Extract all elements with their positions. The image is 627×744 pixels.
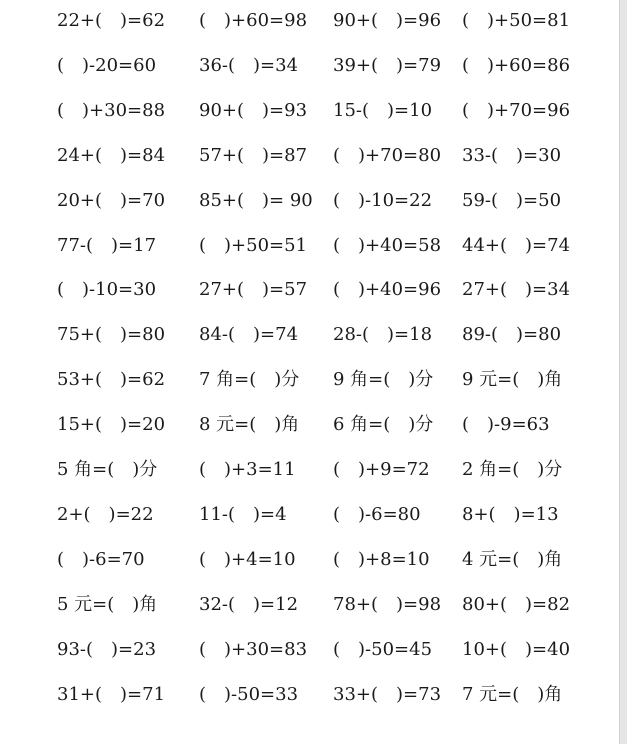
problem-row — [0, 231, 620, 261]
math-problem: 10+( )=40 — [462, 638, 571, 660]
math-problem: 22+( )=62 — [57, 10, 166, 31]
math-problem: 53+( )=62 — [57, 369, 166, 391]
problem-row — [0, 455, 620, 485]
problem-row — [0, 141, 620, 171]
math-problem: 20+( )=70 — [57, 189, 166, 211]
problem-row — [0, 96, 620, 126]
math-problem: 9 角=( )分 — [333, 369, 434, 391]
math-problem: ( )+9=72 — [333, 459, 430, 480]
math-problem: 75+( )=80 — [57, 324, 166, 346]
math-problem: 8 元=( )角 — [199, 414, 300, 436]
math-problem: 4 元=( )角 — [462, 548, 563, 570]
math-problem: 9 元=( )角 — [462, 369, 563, 391]
math-problem: 5 角=( )分 — [57, 459, 158, 480]
math-problem: 11-( )=4 — [199, 503, 287, 525]
problem-row — [0, 51, 620, 81]
math-problem: 7 元=( )角 — [462, 683, 563, 705]
problem-row — [0, 635, 620, 665]
math-problem: 7 角=( )分 — [199, 369, 300, 391]
math-problem: ( )-50=33 — [199, 683, 299, 705]
math-problem: ( )+60=86 — [462, 54, 571, 76]
problem-row — [0, 410, 620, 440]
math-problem: 32-( )=12 — [199, 593, 299, 615]
math-problem: ( )-10=22 — [333, 189, 433, 211]
math-problem: 27+( )=34 — [462, 279, 571, 301]
problem-row — [0, 275, 620, 305]
math-problem: ( )+8=10 — [333, 548, 430, 570]
math-problem: ( )-9=63 — [462, 414, 550, 436]
math-problem: ( )+70=96 — [462, 99, 571, 121]
math-problem: 24+( )=84 — [57, 144, 166, 166]
math-problem: 39+( )=79 — [333, 54, 442, 76]
math-problem: 78+( )=98 — [333, 593, 442, 615]
math-problem: 2 角=( )分 — [462, 459, 563, 480]
math-problem: ( )-50=45 — [333, 638, 433, 660]
math-problem: ( )+60=98 — [199, 10, 308, 31]
math-problem: ( )-20=60 — [57, 54, 157, 76]
math-problem: 44+( )=74 — [462, 234, 571, 256]
problem-row — [0, 365, 620, 395]
math-problem: ( )+4=10 — [199, 548, 296, 570]
math-problem: 5 元=( )角 — [57, 593, 158, 615]
problem-row — [0, 590, 620, 620]
problem-row — [0, 500, 620, 530]
math-problem: 93-( )=23 — [57, 638, 157, 660]
math-problem: 57+( )=87 — [199, 144, 308, 166]
math-problem: ( )+3=11 — [199, 459, 296, 480]
math-problem: ( )+30=88 — [57, 99, 166, 121]
problem-row — [0, 320, 620, 350]
math-problem: 8+( )=13 — [462, 503, 559, 525]
math-problem: ( )-6=70 — [57, 548, 145, 570]
problem-row — [0, 680, 620, 710]
problem-row — [0, 6, 620, 36]
math-problem: ( )-6=80 — [333, 503, 421, 525]
math-problem: 2+( )=22 — [57, 503, 154, 525]
math-problem: 15-( )=10 — [333, 99, 433, 121]
math-problem: 15+( )=20 — [57, 414, 166, 436]
math-problem: 6 角=( )分 — [333, 414, 434, 436]
math-problem: ( )+40=96 — [333, 279, 442, 301]
math-problem: 31+( )=71 — [57, 683, 166, 705]
math-problem: 28-( )=18 — [333, 324, 433, 346]
math-problem: 33+( )=73 — [333, 683, 442, 705]
math-problem: 36-( )=34 — [199, 54, 299, 76]
problem-row — [0, 545, 620, 575]
math-problem: ( )+50=81 — [462, 10, 571, 31]
math-problem: 77-( )=17 — [57, 234, 157, 256]
problem-row — [0, 186, 620, 216]
math-problem: 89-( )=80 — [462, 324, 562, 346]
math-problem: 90+( )=93 — [199, 99, 308, 121]
math-problem: ( )+30=83 — [199, 638, 308, 660]
math-problem: 85+( )= 90 — [199, 189, 313, 211]
page-edge — [619, 0, 627, 744]
math-problem: 80+( )=82 — [462, 593, 571, 615]
math-problem: 27+( )=57 — [199, 279, 308, 301]
math-problem: ( )+50=51 — [199, 234, 308, 256]
math-problem: ( )+70=80 — [333, 144, 442, 166]
math-problem: 33-( )=30 — [462, 144, 562, 166]
math-problem: 59-( )=50 — [462, 189, 562, 211]
math-problem: ( )-10=30 — [57, 279, 157, 301]
math-problem: 90+( )=96 — [333, 10, 442, 31]
math-problem: ( )+40=58 — [333, 234, 442, 256]
math-problem: 84-( )=74 — [199, 324, 299, 346]
